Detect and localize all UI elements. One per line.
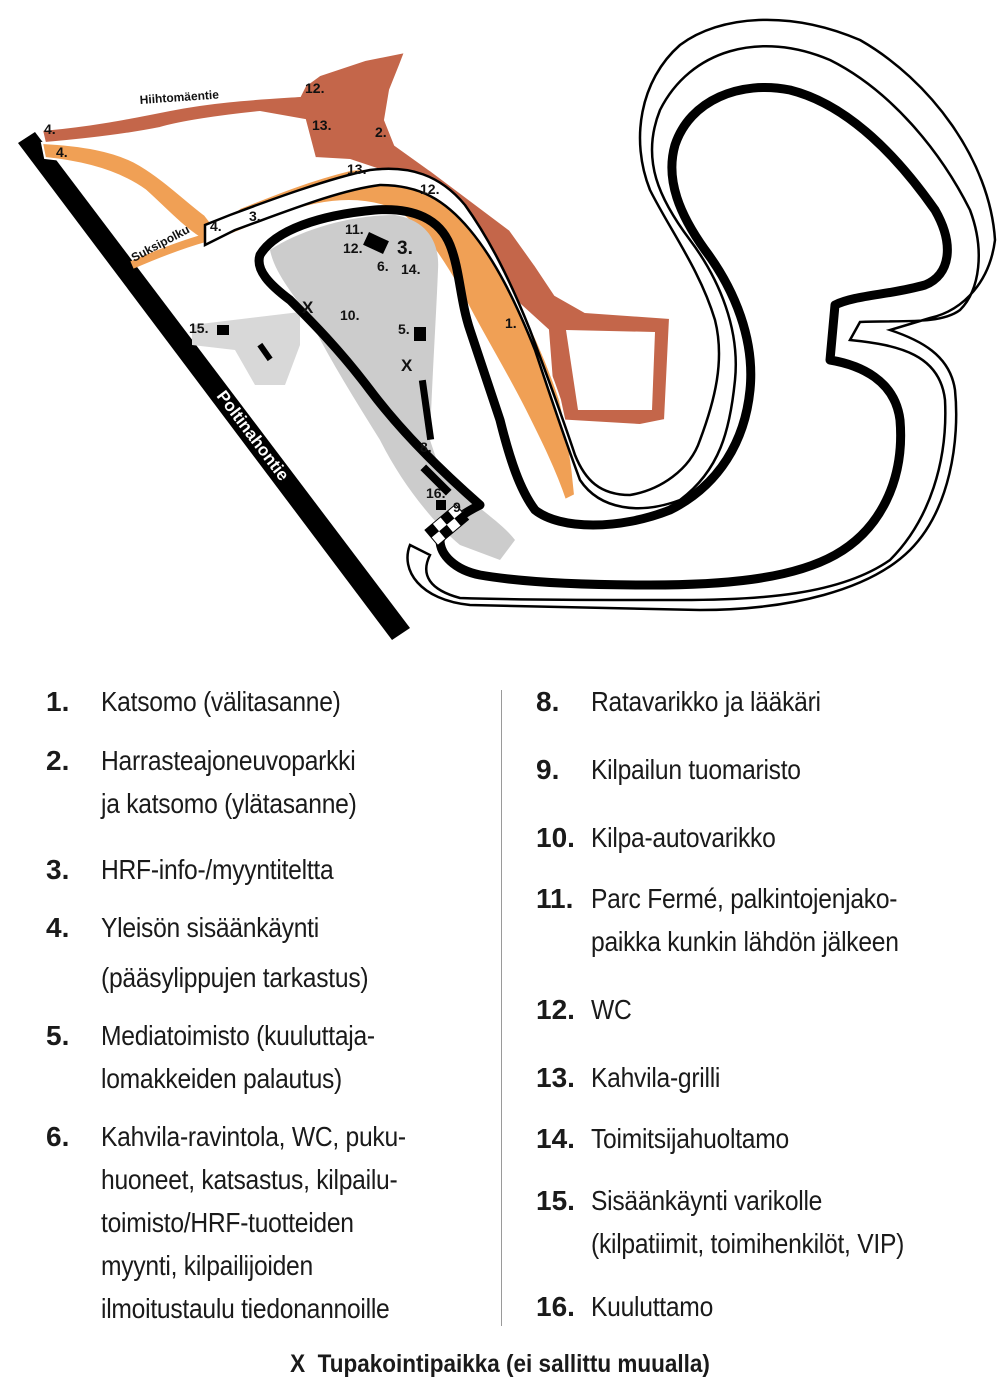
legend-item-16: [536, 1285, 730, 1328]
smoking-mark-2: X: [401, 356, 413, 375]
parking-inner: [566, 330, 655, 410]
legend-number: 5.: [46, 1020, 70, 1051]
legend-number: 8.: [536, 686, 560, 717]
hiihtomaentie-label: Hiihtomäentie: [139, 87, 220, 107]
legend-text: HRF-info-/myyntiteltta: [101, 854, 334, 885]
map-label-3b: 3.: [249, 208, 261, 224]
legend-item-3: [46, 848, 365, 891]
legend-number: 1.: [46, 686, 70, 717]
legend-number: 13.: [536, 1062, 575, 1093]
suksipolku-label: Suksipolku: [128, 222, 192, 265]
legend-number: 11.: [536, 883, 574, 914]
legend-text: Parc Fermé, palkintojenjako- paikka kunkin lähdön jälkeen: [591, 883, 899, 957]
smoking-note-text: Tupakointipaikka (ei sallittu muualla): [317, 1350, 710, 1378]
legend-number: 4.: [46, 912, 70, 943]
map-label-1: 1.: [505, 315, 517, 331]
legend-number: 15.: [536, 1185, 575, 1216]
legend-number: 9.: [536, 754, 560, 785]
map-label-11: 11.: [345, 221, 364, 237]
legend-item-4: [46, 906, 405, 999]
legend-item-14: [536, 1117, 816, 1160]
legend-text: Kilpa-autovarikko: [591, 822, 776, 853]
map-label-14: 14.: [401, 261, 421, 277]
legend-text: Sisäänkäynti varikolle (kilpatiimit, toimihenkilöt, VIP): [591, 1185, 905, 1259]
legend-number: 16.: [536, 1291, 575, 1322]
legend-item-12: [536, 988, 637, 1031]
circuit-map: [0, 0, 1000, 660]
legend-text: Katsomo (välitasanne): [101, 686, 341, 717]
map-label-9: 9.: [453, 499, 465, 515]
legend-item-11: [536, 877, 941, 963]
legend-number: 2.: [46, 745, 70, 776]
legend-number: 12.: [536, 994, 575, 1025]
legend-number: 3.: [46, 854, 70, 885]
legend-item-1: [46, 680, 373, 723]
map-label-6: 6.: [377, 258, 389, 274]
legend-item-6: [46, 1115, 447, 1330]
map-label-10: 10.: [340, 307, 360, 323]
map-label-13a: 13.: [312, 117, 332, 133]
map-label-4a: 4.: [44, 121, 56, 137]
map-label-16: 16.: [426, 485, 446, 501]
map-label-5: 5.: [398, 321, 410, 337]
building-16: [436, 500, 446, 510]
smoking-area-note: [50, 1350, 950, 1379]
legend-text: Kilpailun tuomaristo: [591, 754, 801, 785]
legend-text: Kahvila-ravintola, WC, puku- huoneet, katsastus, kilpailu- toimisto/HRF-tuotteiden myynti, kilpailijoiden ilmoitustaulu tiedonannoille: [101, 1121, 406, 1324]
map-label-15: 15.: [189, 320, 209, 336]
map-label-12c: 12.: [343, 240, 363, 256]
legend-text: Kahvila-grilli: [591, 1062, 721, 1093]
legend-text: Toimitsijahuoltamo: [591, 1123, 789, 1154]
legend-item-9: [536, 748, 829, 791]
legend-item-15: [536, 1179, 947, 1265]
legend-text: Ratavarikko ja lääkäri: [591, 686, 821, 717]
legend-item-5: [46, 1014, 412, 1100]
legend-text: WC: [591, 994, 632, 1025]
map-label-3: 3.: [397, 238, 413, 259]
legend-number: 10.: [536, 822, 575, 853]
building-15a: [217, 325, 229, 335]
legend-item-13: [536, 1056, 738, 1099]
legend-text: Mediatoimisto (kuuluttaja- lomakkeiden palautus): [101, 1020, 375, 1094]
legend-text: Yleisön sisäänkäynti (pääsylippujen tarkastus): [101, 912, 369, 993]
smoking-mark: X: [290, 1350, 306, 1378]
legend-text: Harrasteajoneuvoparkki ja katsomo (ylätasanne): [101, 745, 357, 819]
smoking-mark-1: X: [302, 298, 314, 317]
legend-number: 6.: [46, 1121, 70, 1152]
legend-number: 14.: [536, 1123, 575, 1154]
map-label-13b: 13.: [347, 161, 367, 177]
map-label-12a: 12.: [305, 80, 325, 96]
map-label-2: 2.: [375, 124, 387, 140]
map-label-4b: 4.: [56, 144, 68, 160]
map-label-12b: 12.: [420, 181, 440, 197]
legend-text: Kuuluttamo: [591, 1291, 714, 1322]
map-label-4c: 4.: [210, 218, 222, 234]
legend-divider: [501, 690, 502, 1326]
map-label-8: 8.: [420, 439, 432, 455]
legend-item-2: [46, 739, 391, 825]
legend-item-10: [536, 816, 801, 859]
poltinahontie-label: Poltinahontie: [212, 386, 293, 485]
building-5: [414, 327, 426, 341]
legend-item-8: [536, 680, 852, 723]
